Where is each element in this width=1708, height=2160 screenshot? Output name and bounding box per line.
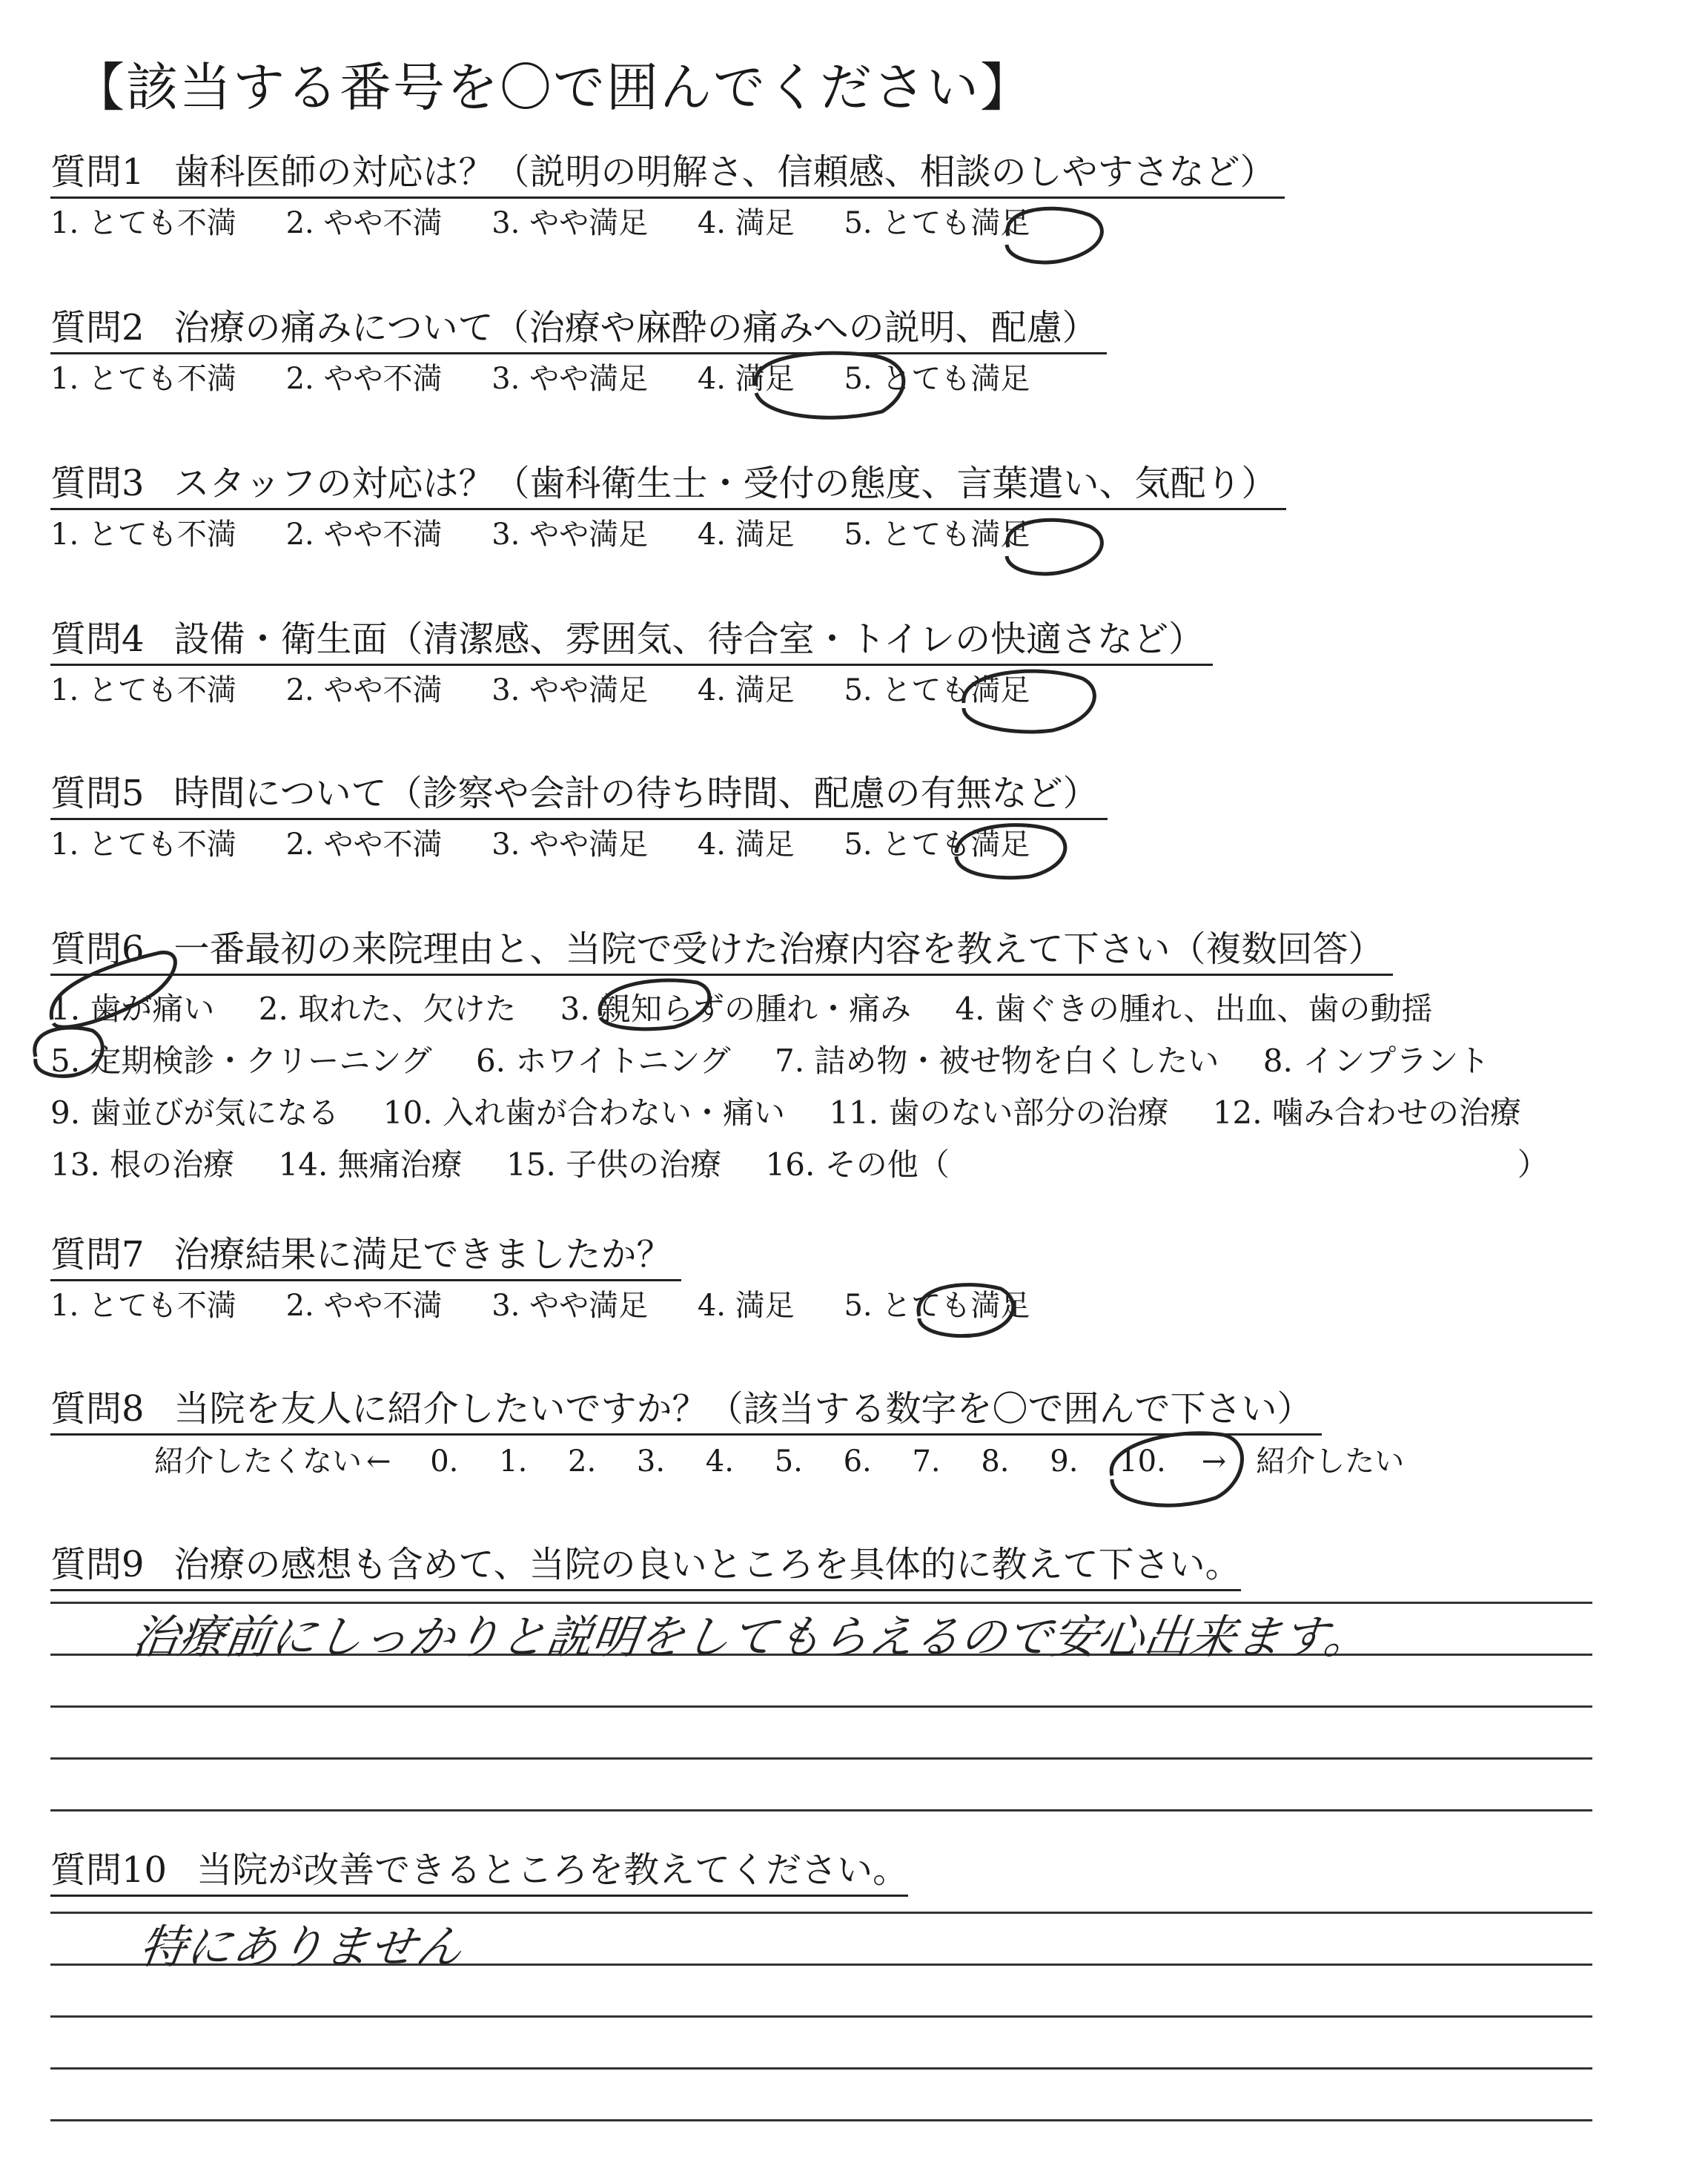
question-7-options [50, 1284, 1666, 1327]
q7-option-4[interactable]: 4. 満足 [697, 1289, 795, 1323]
q5-option-1[interactable]: 1. とても不満 [50, 828, 236, 862]
q8-score-3[interactable]: 3. [636, 1444, 666, 1479]
q7-option-5[interactable]: 5. とても満足 [844, 1289, 1030, 1323]
question-5 [50, 770, 1666, 866]
question-8-heading [50, 1385, 1322, 1433]
left-arrow-icon: ← [366, 1444, 391, 1479]
question-3-text: スタッフの対応は？（歯科衛生士・受付の態度、言葉遣い、気配り） [173, 463, 1277, 504]
q3-option-1[interactable]: 1. とても不満 [50, 518, 236, 552]
question-1-text: 歯科医師の対応は？（説明の明解さ、信頼感、相談のしやすさなど） [173, 151, 1276, 193]
question-8 [50, 1385, 1666, 1483]
question-5-text: 時間について（診察や会計の待ち時間、配慮の有無など） [173, 773, 1099, 814]
q6-option-14[interactable]: 14. 無痛治療 [278, 1146, 463, 1183]
q6-option-1[interactable]: 1. 歯が痛い [50, 991, 215, 1027]
question-5-options [50, 823, 1666, 866]
q2-option-5[interactable]: 5. とても満足 [844, 362, 1030, 396]
q4-option-3[interactable]: 3. やや満足 [491, 673, 649, 707]
q7-option-1[interactable]: 1. とても不満 [50, 1289, 236, 1323]
q8-right-label: 紹介したい [1256, 1444, 1405, 1479]
question-3 [50, 460, 1666, 556]
q6-option-row [50, 1087, 1666, 1139]
q6-option-8[interactable]: 8. インプラント [1262, 1043, 1490, 1079]
question-1 [50, 148, 1666, 245]
question-7-number: 質問7 [50, 1234, 145, 1275]
question-10-number: 質問10 [50, 1849, 168, 1891]
question-6-heading [50, 925, 1393, 973]
q4-option-4[interactable]: 4. 満足 [697, 673, 795, 707]
q8-score-6[interactable]: 6. [843, 1444, 872, 1479]
question-2-heading [50, 304, 1107, 351]
answer-line [50, 1705, 1592, 1708]
question-8-scale [154, 1440, 1666, 1483]
q8-score-0[interactable]: 0. [430, 1444, 459, 1479]
q6-option-16[interactable]: 16. その他（ [765, 1146, 950, 1183]
q10-handwritten-answer[interactable]: 特にありません [136, 1920, 466, 1974]
q5-option-3[interactable]: 3. やや満足 [491, 828, 649, 862]
answer-line [50, 1757, 1592, 1760]
q8-score-8[interactable]: 8. [981, 1444, 1010, 1479]
question-4-number: 質問4 [50, 618, 145, 660]
question-1-number: 質問1 [50, 151, 145, 193]
answer-line [50, 2119, 1592, 2121]
q7-option-3[interactable]: 3. やや満足 [491, 1289, 649, 1323]
right-arrow-icon: → [1201, 1444, 1227, 1479]
q8-score-5[interactable]: 5. [774, 1444, 803, 1479]
q6-option-row [50, 1035, 1666, 1087]
question-8-text: 当院を友人に紹介したいですか？（該当する数字を〇で囲んで下さい） [173, 1388, 1313, 1430]
q8-score-10[interactable]: 10. [1119, 1444, 1166, 1479]
q6-option-row [50, 1139, 1666, 1191]
q4-option-5[interactable]: 5. とても満足 [844, 673, 1030, 707]
q6-option-9[interactable]: 9. 歯並びが気になる [50, 1094, 340, 1131]
question-9-heading [50, 1541, 1241, 1588]
q8-score-9[interactable]: 9. [1050, 1444, 1079, 1479]
q8-score-1[interactable]: 1. [499, 1444, 528, 1479]
question-6-text: 一番最初の来院理由と、当院で受けた治療内容を教えて下さい（複数回答） [173, 928, 1384, 970]
q3-option-2[interactable]: 2. やや不満 [285, 518, 443, 552]
q6-option-12[interactable]: 12. 噛み合わせの治療 [1212, 1094, 1521, 1131]
question-2-options [50, 357, 1666, 400]
q1-option-3[interactable]: 3. やや満足 [491, 206, 649, 240]
q8-score-2[interactable]: 2. [568, 1444, 597, 1479]
answer-line [50, 2015, 1592, 2018]
question-4-options [50, 669, 1666, 712]
question-5-number: 質問5 [50, 773, 145, 814]
question-6-options [50, 983, 1666, 1191]
q5-option-2[interactable]: 2. やや不満 [285, 828, 443, 862]
q6-other-close-paren: ） [1517, 1146, 1549, 1183]
q6-option-7[interactable]: 7. 詰め物・被せ物を白くしたい [774, 1043, 1219, 1079]
q6-option-2[interactable]: 2. 取れた、欠けた [258, 991, 517, 1027]
question-6 [50, 925, 1666, 1191]
question-9-text: 治療の感想も含めて、当院の良いところを具体的に教えて下さい。 [173, 1544, 1241, 1585]
page-title: 【該当する番号を〇で囲んでください】 [73, 57, 1033, 118]
q4-option-2[interactable]: 2. やや不満 [285, 673, 443, 707]
q1-option-5[interactable]: 5. とても満足 [844, 206, 1030, 240]
question-9-number: 質問9 [50, 1544, 145, 1585]
question-2-text: 治療の痛みについて（治療や麻酔の痛みへの説明、配慮） [173, 307, 1098, 349]
question-1-heading [50, 148, 1285, 196]
question-10 [50, 1846, 1666, 1894]
q6-option-4[interactable]: 4. 歯ぐきの腫れ、出血、歯の動揺 [955, 991, 1433, 1027]
question-1-options [50, 202, 1666, 245]
q6-option-row [50, 983, 1666, 1035]
question-4-heading [50, 615, 1213, 663]
q1-option-4[interactable]: 4. 満足 [697, 206, 795, 240]
question-7-heading [50, 1231, 681, 1278]
question-9 [50, 1541, 1666, 1588]
q3-option-4[interactable]: 4. 満足 [697, 518, 795, 552]
question-10-heading [50, 1846, 908, 1894]
q7-option-2[interactable]: 2. やや不満 [285, 1289, 443, 1323]
q6-option-15[interactable]: 15. 子供の治療 [506, 1146, 722, 1183]
q2-option-2[interactable]: 2. やや不満 [285, 362, 443, 396]
q8-left-label: 紹介したくない [154, 1444, 362, 1479]
question-3-options [50, 513, 1666, 556]
q1-option-2[interactable]: 2. やや不満 [285, 206, 443, 240]
question-2 [50, 304, 1666, 400]
q4-option-1[interactable]: 1. とても不満 [50, 673, 236, 707]
question-7-text: 治療結果に満足できましたか？ [173, 1234, 672, 1275]
q8-score-4[interactable]: 4. [705, 1444, 734, 1479]
question-10-text: 当院が改善できるところを教えてください。 [196, 1849, 909, 1891]
q3-option-3[interactable]: 3. やや満足 [491, 518, 649, 552]
question-3-heading [50, 460, 1286, 507]
q1-option-1[interactable]: 1. とても不満 [50, 206, 236, 240]
q5-option-5[interactable]: 5. とても満足 [844, 828, 1030, 862]
question-4-text: 設備・衛生面（清潔感、雰囲気、待合室・トイレの快適さなど） [173, 618, 1205, 660]
q6-option-5[interactable]: 5. 定期検診・クリーニング [50, 1043, 432, 1079]
answer-line [50, 2067, 1592, 2070]
question-3-number: 質問3 [50, 463, 145, 504]
q9-handwritten-answer[interactable]: 治療前にしっかりと説明をしてもらえるので安心出来ます。 [129, 1610, 1374, 1664]
question-8-number: 質問8 [50, 1388, 145, 1430]
q6-option-10[interactable]: 10. 入れ歯が合わない・痛い [383, 1094, 785, 1131]
q2-option-1[interactable]: 1. とても不満 [50, 362, 236, 396]
question-4 [50, 615, 1666, 712]
q5-option-4[interactable]: 4. 満足 [697, 828, 795, 862]
q2-option-3[interactable]: 3. やや満足 [491, 362, 649, 396]
question-7 [50, 1231, 1666, 1327]
question-6-number: 質問6 [50, 928, 145, 970]
q3-option-5[interactable]: 5. とても満足 [844, 518, 1030, 552]
question-2-number: 質問2 [50, 307, 145, 349]
q6-option-3[interactable]: 3. 親知らずの腫れ・痛み [560, 991, 912, 1027]
q6-option-13[interactable]: 13. 根の治療 [50, 1146, 235, 1183]
q6-option-6[interactable]: 6. ホワイトニング [475, 1043, 731, 1079]
q8-score-7[interactable]: 7. [912, 1444, 941, 1479]
answer-line [50, 1809, 1592, 1811]
q2-option-4[interactable]: 4. 満足 [697, 362, 795, 396]
question-5-heading [50, 770, 1108, 817]
q6-option-11[interactable]: 11. 歯のない部分の治療 [829, 1094, 1169, 1131]
